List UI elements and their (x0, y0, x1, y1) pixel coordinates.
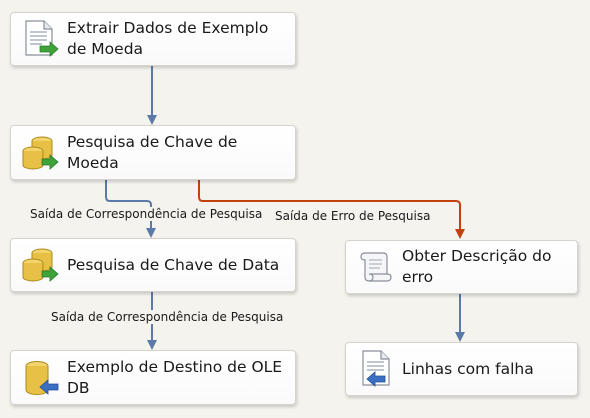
flat-file-destination-icon (355, 349, 395, 389)
node-label: Obter Descrição do erro (402, 247, 552, 286)
node-label: Exemplo de Destino de OLE DB (67, 357, 283, 397)
flat-file-source-icon (20, 19, 60, 59)
lookup-currency-key[interactable] (10, 125, 296, 180)
script-get-error-description[interactable] (345, 240, 578, 294)
lookup-icon (20, 133, 60, 173)
lookup-date-key[interactable] (10, 238, 296, 292)
node-label: Extrair Dados de Exemplo de Moeda (67, 19, 269, 58)
node-label: Linhas com falha (402, 359, 534, 378)
ole-db-destination-icon (20, 358, 60, 398)
node-label: Pesquisa de Chave de Moeda (67, 132, 238, 172)
edge-label-lookup-match-output: Saída de Correspondência de Pesquisa (51, 310, 284, 324)
lookup-icon (20, 245, 60, 285)
script-component-icon (355, 247, 395, 287)
ole-db-destination[interactable] (10, 350, 296, 405)
flat-file-source-extract[interactable] (10, 12, 296, 66)
node-label: Pesquisa de Chave de Data (67, 255, 280, 274)
flat-file-destination-failed-rows[interactable] (345, 342, 578, 396)
edge-label-lookup-error-output: Saída de Erro de Pesquisa (275, 209, 431, 223)
edge-label-lookup-match-output: Saída de Correspondência de Pesquisa (30, 207, 263, 221)
